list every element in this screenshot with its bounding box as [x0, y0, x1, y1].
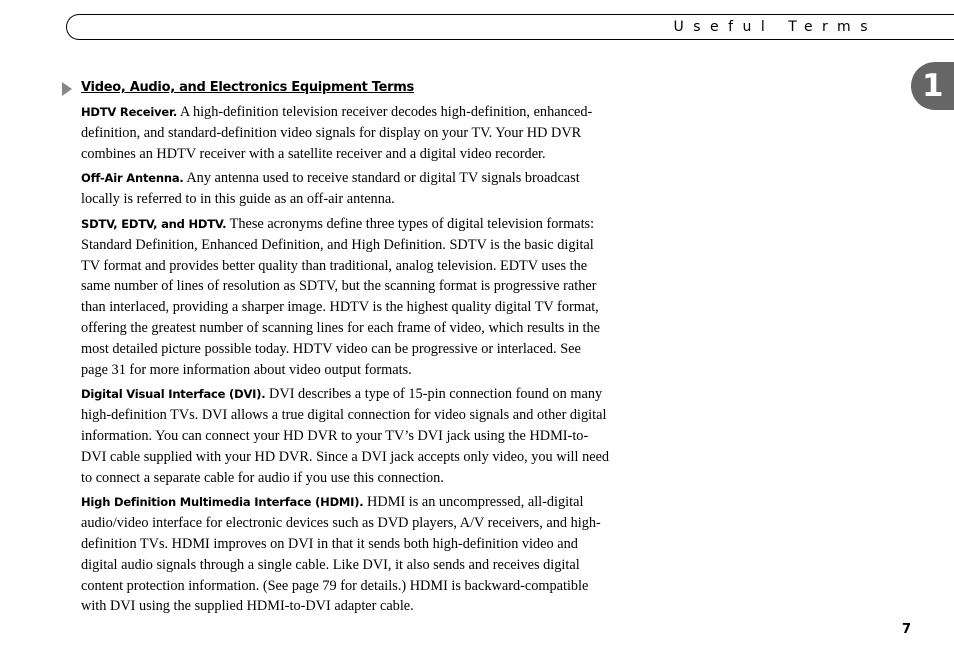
term-description: These acronyms define three types of digital television formats: Standard Definition, Enhanced Definition, and High Definition. SDTV is the basic digital TV format and provides better quality than traditional, analog television. EDTV uses the same number of lines of resolution as SDTV, but the scanning format is progressive rather than interlaced, providing a sharper image. HDTV is the highest quality digital TV format, offering the greatest number of scanning lines for each frame of video, which results in the most detailed picture possible today. HDTV video can be progressive or interlaced. See page 31 for more information about video output formats.: [81, 215, 601, 378]
term-description: HDMI is an uncompressed, all-digital audio/video interface for electronic devices such as DVD players, A/V receivers, and high-definition TVs. HDMI improves on DVI in that it sends both high-definition video and digital audio signals through a single cable. Like DVI, it also sends and receives digital content protection information. (See page 79 for details.) HDMI is backward-compatible with DVI using the supplied HDMI-to-DVI adapter cable.: [81, 494, 601, 615]
term-title: HDTV Receiver.: [81, 105, 178, 119]
term-off-air-antenna: [81, 168, 611, 210]
term-description: DVI describes a type of 15-pin connection found on many high-definition TVs. DVI allows a true digital connection for video signals and other digital information. You can connect your HD DVR to your TV’s DVI jack using the HDMI-to-DVI cable supplied with your HD DVR. Since a DVI jack accepts only video, you will need to connect a separate cable for audio if you use this connection.: [81, 386, 610, 486]
running-header-title: Useful Terms: [673, 19, 877, 35]
term-description: A high-definition television receiver decodes high-definition, enhanced-definition, and standard-definition video signals for display on your TV. Your HD DVR combines an HDTV receiver with a satellite receiver and a digital video recorder.: [81, 104, 593, 162]
term-hdmi: [81, 492, 611, 617]
term-description: Any antenna used to receive standard or digital TV signals broadcast locally is referred to in this guide as an off-air antenna.: [81, 170, 580, 208]
terms-body: [81, 102, 611, 621]
term-title: High Definition Multimedia Interface (HDMI).: [81, 495, 364, 510]
page-number: 7: [902, 622, 912, 637]
term-sdtv-edtv-hdtv: [81, 214, 611, 380]
term-title: Digital Visual Interface (DVI).: [81, 387, 266, 402]
term-hdtv-receiver: [81, 102, 611, 164]
term-title: SDTV, EDTV, and HDTV.: [81, 216, 227, 231]
chapter-tab: [911, 62, 954, 110]
section-heading: Video, Audio, and Electronics Equipment Terms: [81, 80, 414, 95]
term-title: Off-Air Antenna.: [81, 171, 184, 186]
triangle-bullet-icon: [62, 82, 72, 96]
term-dvi: [81, 384, 611, 488]
chapter-number: 1: [922, 68, 944, 104]
